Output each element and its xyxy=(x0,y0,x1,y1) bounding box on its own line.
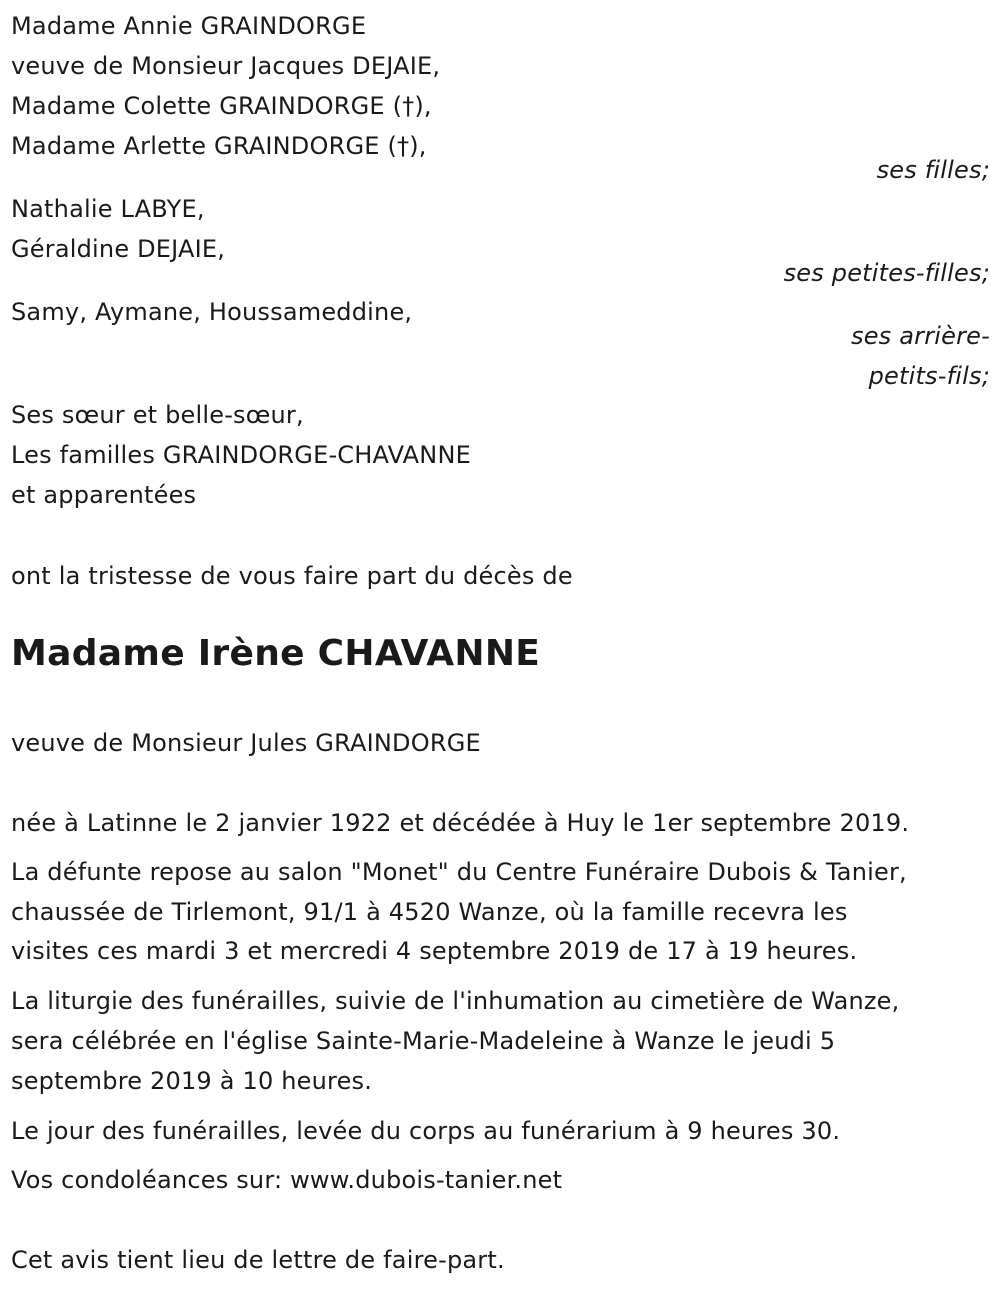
relation-great-grandsons-1: ses arrière- xyxy=(851,322,990,350)
family-line-arlette: Madame Arlette GRAINDORGE (†), xyxy=(11,132,427,160)
deceased-name: Madame Irène CHAVANNE xyxy=(11,633,541,674)
birth-death-text: née à Latinne le 2 janvier 1922 et décédée à Huy le 1er septembre 2019. xyxy=(11,809,910,837)
widow-of-text: veuve de Monsieur Jules GRAINDORGE xyxy=(11,729,481,757)
family-line-colette: Madame Colette GRAINDORGE (†), xyxy=(11,92,432,120)
family-line-sisters: Ses sœur et belle-sœur, xyxy=(11,401,304,429)
liturgy-line-1: La liturgie des funérailles, suivie de l'inhumation au cimetière de Wanze, xyxy=(11,987,900,1015)
liturgy-line-3: septembre 2019 à 10 heures. xyxy=(11,1067,373,1095)
relation-daughters: ses filles; xyxy=(876,156,990,184)
condolences-text: Vos condoléances sur: www.dubois-tanier.net xyxy=(11,1166,563,1194)
announcement-text: ont la tristesse de vous faire part du décès de xyxy=(11,562,573,590)
levee-text: Le jour des funérailles, levée du corps au funérarium à 9 heures 30. xyxy=(11,1117,841,1145)
family-line-geraldine: Géraldine DEJAIE, xyxy=(11,235,226,263)
repose-line-2: chaussée de Tirlemont, 91/1 à 4520 Wanze, où la famille recevra les xyxy=(11,898,848,926)
relation-great-grandsons-2: petits-fils; xyxy=(868,362,990,390)
repose-line-3: visites ces mardi 3 et mercredi 4 septembre 2019 de 17 à 19 heures. xyxy=(11,937,858,965)
family-line-nathalie: Nathalie LABYE, xyxy=(11,195,205,223)
family-line-families: Les familles GRAINDORGE-CHAVANNE xyxy=(11,441,471,469)
liturgy-line-2: sera célébrée en l'église Sainte-Marie-Madeleine à Wanze le jeudi 5 xyxy=(11,1027,836,1055)
repose-line-1: La défunte repose au salon "Monet" du Centre Funéraire Dubois & Tanier, xyxy=(11,858,907,886)
family-line-relatives: et apparentées xyxy=(11,481,197,509)
family-line-annie-widow: veuve de Monsieur Jacques DEJAIE, xyxy=(11,52,441,80)
family-line-annie: Madame Annie GRAINDORGE xyxy=(11,12,367,40)
family-line-great-grandsons: Samy, Aymane, Houssameddine, xyxy=(11,298,413,326)
closing-text: Cet avis tient lieu de lettre de faire-part. xyxy=(11,1246,505,1274)
relation-granddaughters: ses petites-filles; xyxy=(783,259,990,287)
